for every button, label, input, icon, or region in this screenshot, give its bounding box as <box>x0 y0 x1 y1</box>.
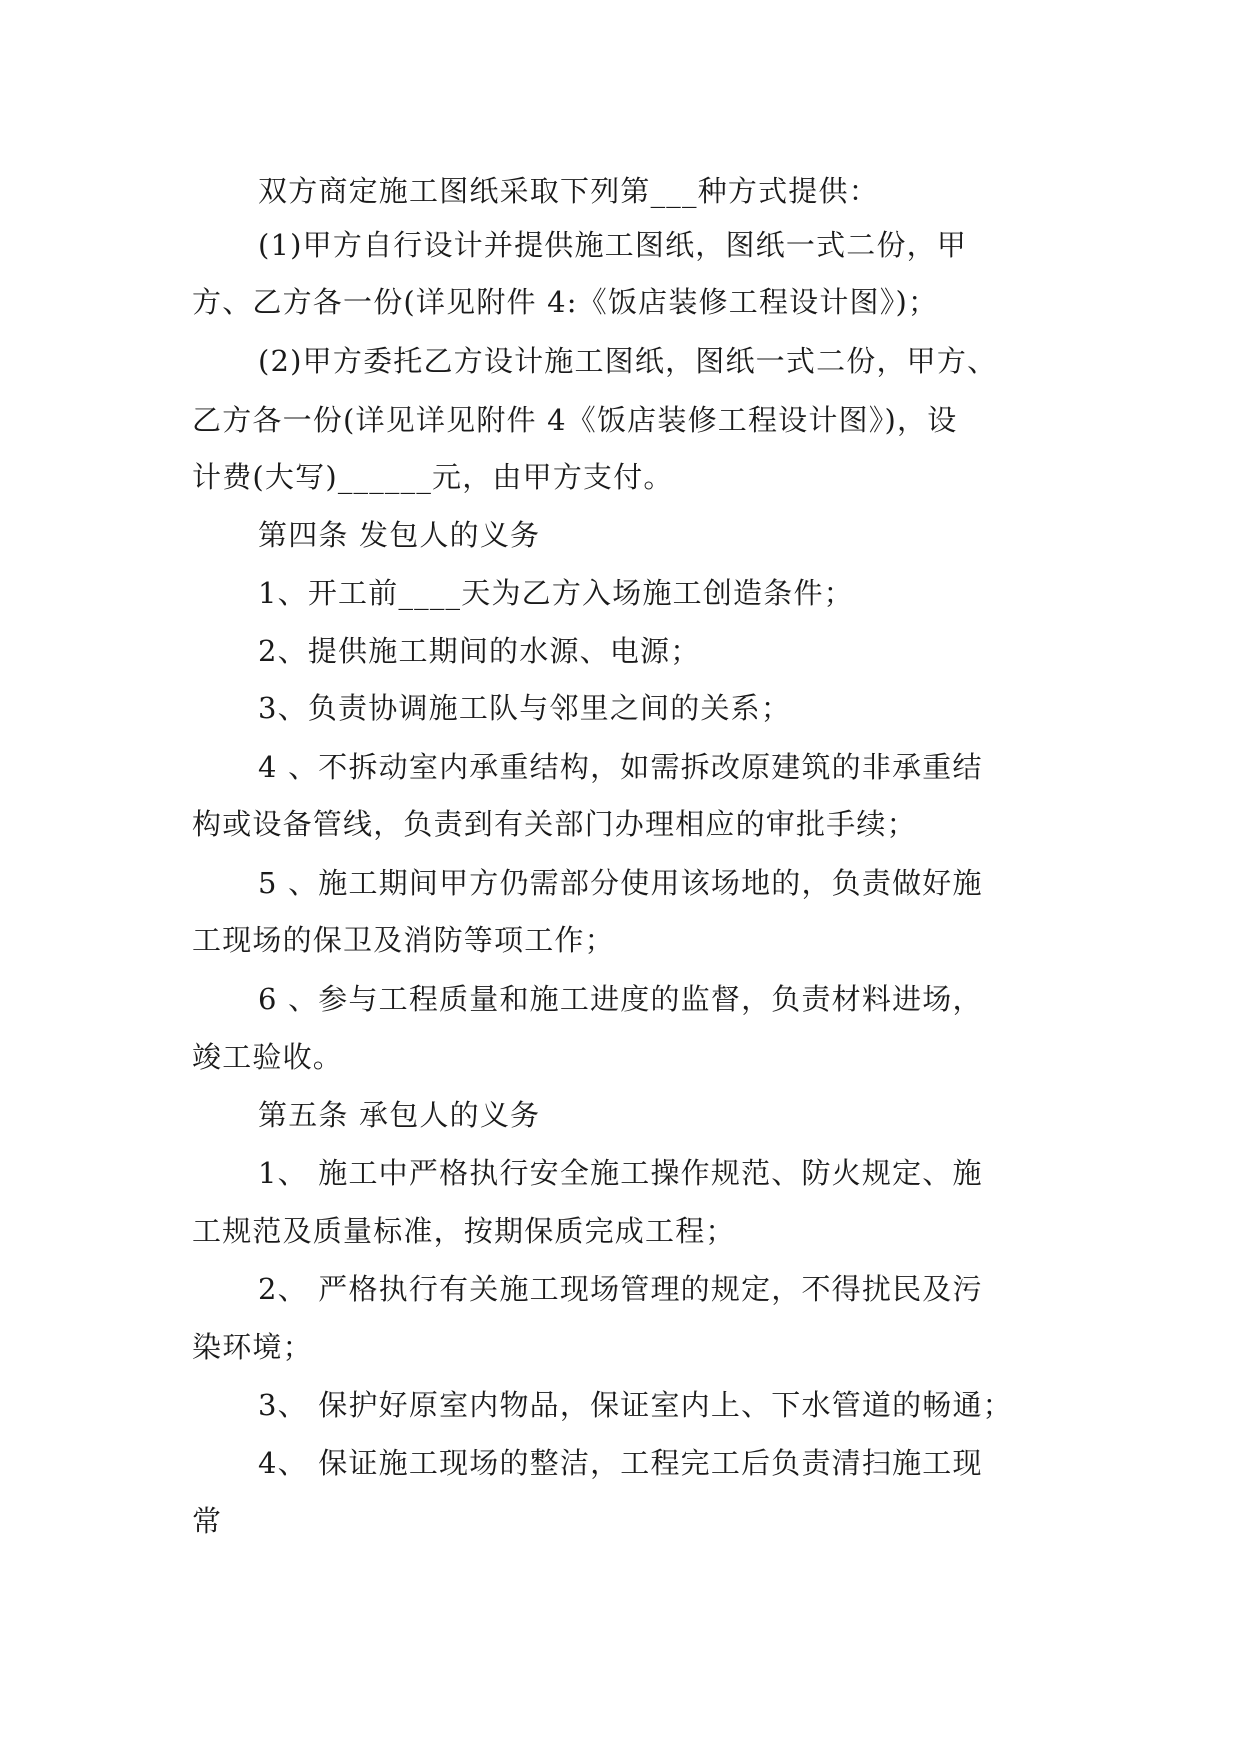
paragraph-option-1-cont: 方、乙方各一份(详见附件 4:《饭店装修工程设计图》)； <box>192 285 939 319</box>
paragraph-drawing-supply: 双方商定施工图纸采取下列第___种方式提供： <box>258 174 879 208</box>
article-5-item-2: 2、 严格执行有关施工现场管理的规定，不得扰民及污 <box>258 1272 983 1306</box>
article-4-item-5: 5 、施工期间甲方仍需部分使用该场地的，负责做好施 <box>258 866 983 900</box>
article-4-item-5-cont: 工现场的保卫及消防等项工作； <box>192 923 615 957</box>
article-5-item-1-cont: 工规范及质量标准，按期保质完成工程； <box>192 1214 736 1248</box>
article-5-item-2-cont: 染环境； <box>192 1330 313 1364</box>
article-5-item-1: 1、 施工中严格执行安全施工操作规范、防火规定、施 <box>258 1156 983 1190</box>
article-4-item-6: 6 、参与工程质量和施工进度的监督，负责材料进场， <box>258 982 983 1016</box>
paragraph-option-2-cont: 乙方各一份(详见详见附件 4《饭店装修工程设计图》)，设 <box>192 403 958 437</box>
article-4-item-2: 2、提供施工期间的水源、电源； <box>258 634 701 668</box>
article-5-item-4: 4、 保证施工现场的整洁，工程完工后负责清扫施工现 <box>258 1446 983 1480</box>
article-4-item-3: 3、负责协调施工队与邻里之间的关系； <box>258 691 792 725</box>
article-4-item-1: 1、开工前____天为乙方入场施工创造条件； <box>258 576 854 610</box>
article-5-heading: 第五条 承包人的义务 <box>258 1098 541 1132</box>
article-4-heading: 第四条 发包人的义务 <box>258 518 541 552</box>
paragraph-option-2-fee: 计费(大写)______元，由甲方支付。 <box>192 460 674 494</box>
article-4-item-4-cont: 构或设备管线，负责到有关部门办理相应的审批手续； <box>192 807 917 841</box>
paragraph-option-2: (2)甲方委托乙方设计施工图纸，图纸一式二份，甲方、 <box>258 344 998 378</box>
article-5-item-3: 3、 保护好原室内物品，保证室内上、下水管道的畅通； <box>258 1388 1013 1422</box>
article-4-item-4: 4 、不拆动室内承重结构，如需拆改原建筑的非承重结 <box>258 750 983 784</box>
article-4-item-6-cont: 竣工验收。 <box>192 1040 344 1074</box>
paragraph-option-1: (1)甲方自行设计并提供施工图纸，图纸一式二份，甲 <box>258 228 968 262</box>
article-5-item-4-cont: 常 <box>192 1504 223 1538</box>
